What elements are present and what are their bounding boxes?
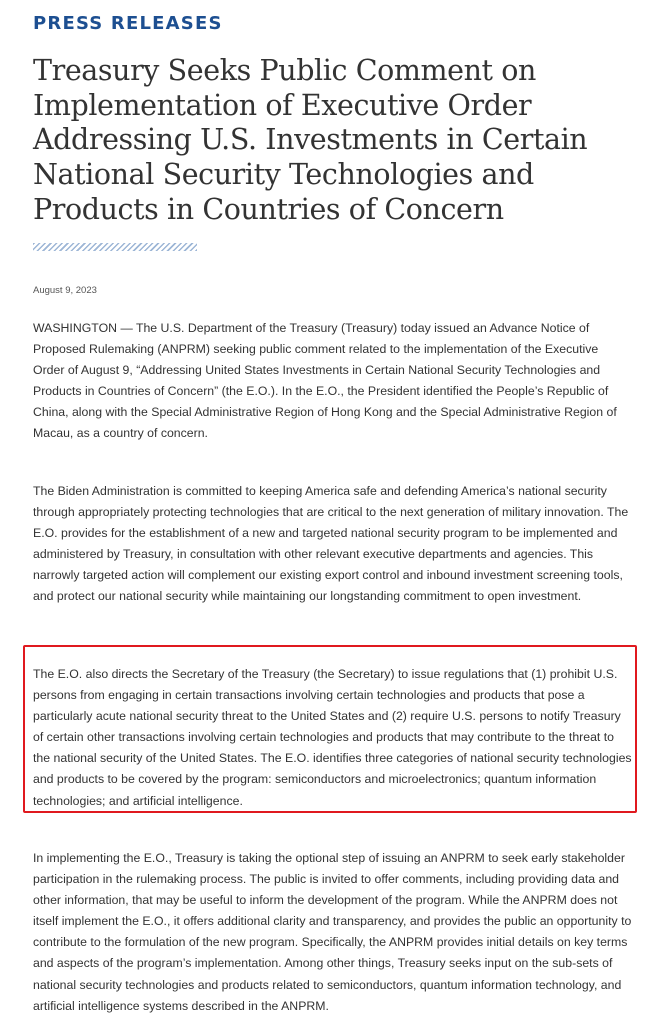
body-paragraph-4: In implementing the E.O., Treasury is taking the optional step of issuing an ANPRM to seek early stakeholder participation in the rulemaking process. The public is invited to offer comments, including providing data and other information, that may be useful to inform the development of the program. While the ANPRM does not itself implement the E.O., it offers additional clarity and transparency, and provides the public an opportunity to contribute to the formulation of the new program. Specifically, the ANPRM provides initial details on key terms and aspects of the program’s implementation. Among other things, Treasury seeks input on the sub-sets of national security technologies and products related to semiconductors, quantum information technology, and artificial intelligence systems described in the ANPRM. [33, 851, 632, 1013]
body-paragraph-1: WASHINGTON — The U.S. Department of the Treasury (Treasury) today issued an Advance Notice of Proposed Rulemaking (ANPRM) seeking public comment related to the implementation of the Executive Order of August 9, “Addressing United States Investments in Certain National Security Technologies and Products in Countries of Concern” (the E.O.). In the E.O., the President identified the People’s Republic of China, along with the Special Administrative Region of Hong Kong and the Special Administrative Region of Macau, as a country of concern. [33, 321, 617, 441]
body-paragraph-2: The Biden Administration is committed to keeping America safe and defending America’s national security through appropriately protecting technologies that are critical to the next generation of military innovation. The E.O. provides for the establishment of a new and targeted national security program to be implemented and administered by Treasury, in consultation with other relevant executive departments and agencies. This narrowly targeted action will complement our existing export control and inbound investment screening tools, and protect our national security while maintaining our longstanding commitment to open investment. [33, 484, 629, 604]
page-title: Treasury Seeks Public Comment on Implementation of Executive Order Addressing U.S. Investments in Certain National Security Technologies and Products in Countries of Concern [33, 54, 588, 226]
publish-date: August 9, 2023 [33, 285, 97, 296]
body-paragraph-3-highlighted: The E.O. also directs the Secretary of the Treasury (the Secretary) to issue regulations that (1) prohibit U.S. persons from engaging in certain transactions involving certain technologies and products that pose a particularly acute national security threat to the United States and (2) require U.S. persons to notify Treasury of certain other transactions involving certain technologies and products that may contribute to the threat to the national security of the United States. The E.O. identifies three categories of national security technologies and products to be covered by the program: semiconductors and microelectronics; quantum information technologies; and artificial intelligence. [33, 667, 632, 808]
section-label[interactable]: PRESS RELEASES [33, 13, 223, 34]
title-divider [33, 243, 197, 251]
